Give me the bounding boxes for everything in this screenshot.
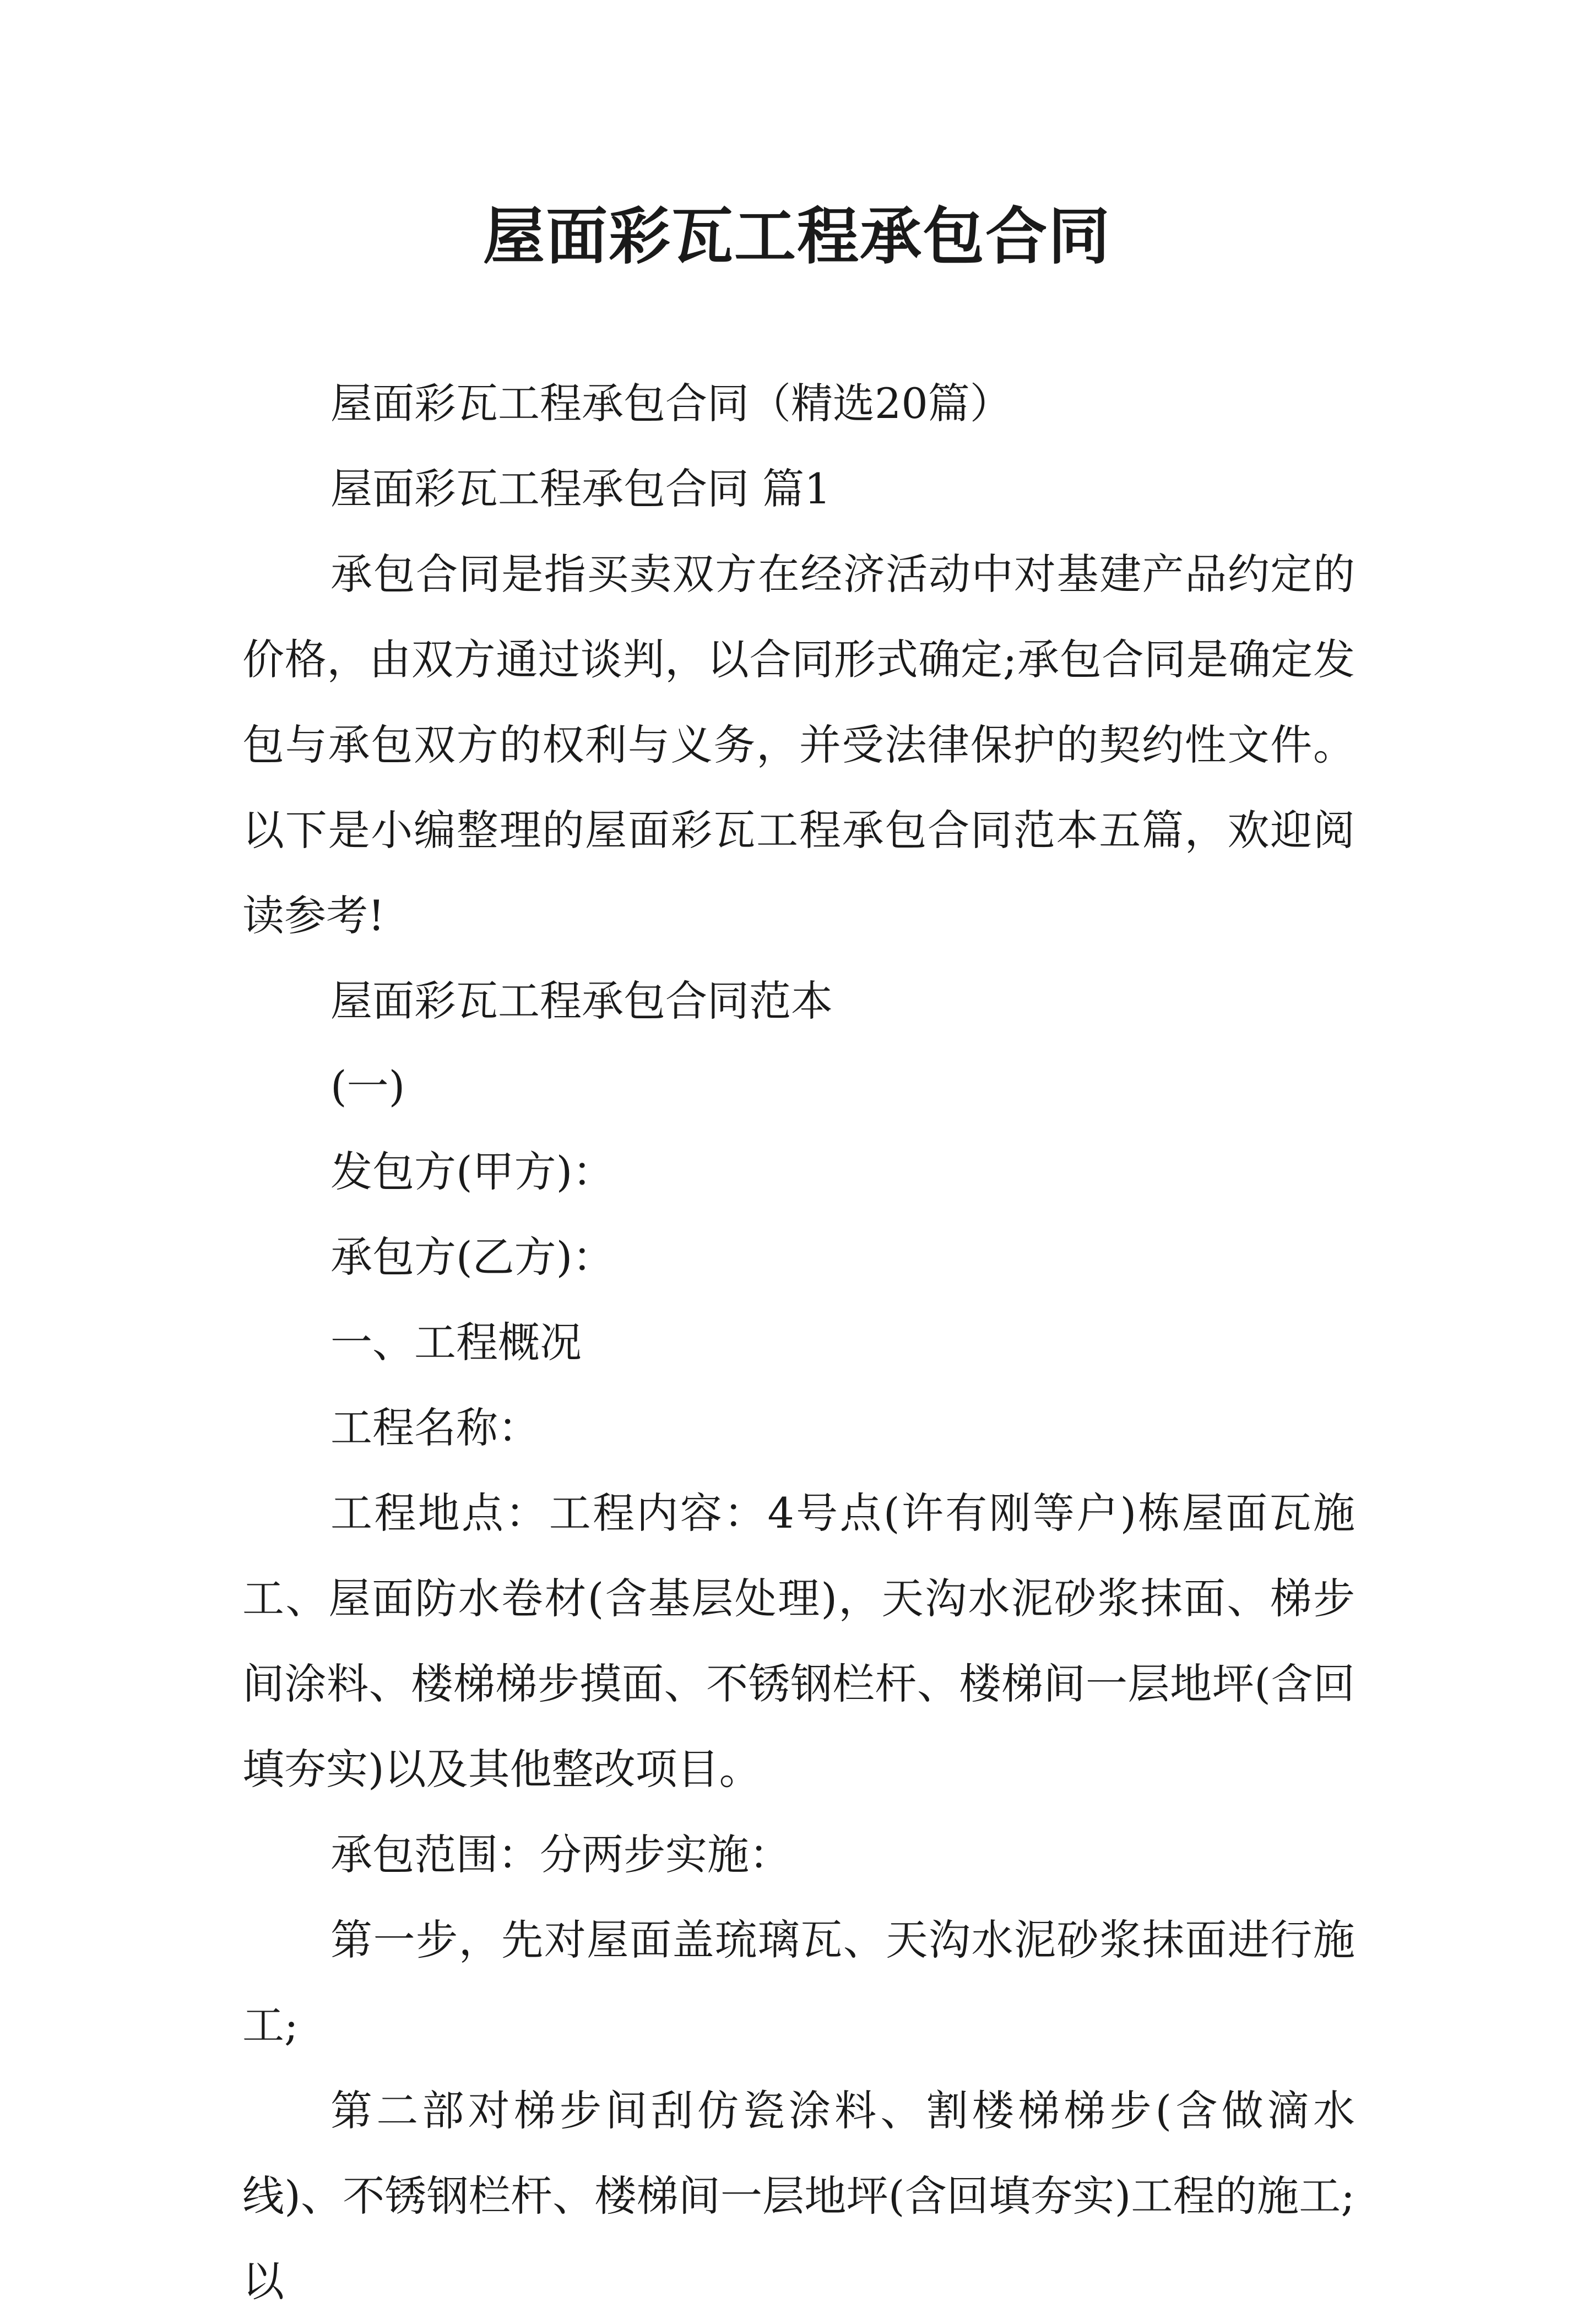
paragraph: 工程名称： bbox=[330, 1403, 540, 1452]
document-body bbox=[242, 361, 1355, 2324]
paragraph: 屋面彩瓦工程承包合同范本 bbox=[330, 976, 833, 1025]
paragraph: 屋面彩瓦工程承包合同 篇1 bbox=[330, 464, 831, 513]
document-title: 屋面彩瓦工程承包合同 bbox=[483, 200, 1111, 273]
paragraph: 发包方(甲方)： bbox=[330, 1147, 615, 1196]
paragraph: 第一步，先对屋面盖琉璃瓦、天沟水泥砂浆抹面进行施工; bbox=[242, 1915, 1355, 2050]
paragraph: 承包范围：分两步实施： bbox=[330, 1830, 791, 1879]
paragraph: 工程地点：工程内容：4号点(许有刚等户)栋屋面瓦施工、屋面防水卷材(含基层处理)，天沟水泥砂浆抹面、梯步间涂料、楼梯梯步摸面、不锈钢栏杆、楼梯间一层地坪(含回填夯实)以及其他整改项目。 bbox=[242, 1489, 1355, 1794]
paragraph: 承包合同是指买卖双方在经济活动中对基建产品约定的价格，由双方通过谈判，以合同形式确定;承包合同是确定发包与承包双方的权利与义务，并受法律保护的契约性文件。以下是小编整理的屋面彩瓦工程承包合同范本五篇，欢迎阅读参考! bbox=[242, 550, 1355, 940]
paragraph: 一、工程概况 bbox=[330, 1318, 582, 1367]
paragraph: 屋面彩瓦工程承包合同（精选20篇） bbox=[330, 379, 1012, 428]
paragraph: 承包方(乙方)： bbox=[330, 1232, 615, 1282]
paragraph: (一) bbox=[330, 1062, 405, 1111]
paragraph: 第二部对梯步间刮仿瓷涂料、割楼梯梯步(含做滴水线)、不锈钢栏杆、楼梯间一层地坪(含回填夯实)工程的施工;以 bbox=[242, 2086, 1355, 2306]
